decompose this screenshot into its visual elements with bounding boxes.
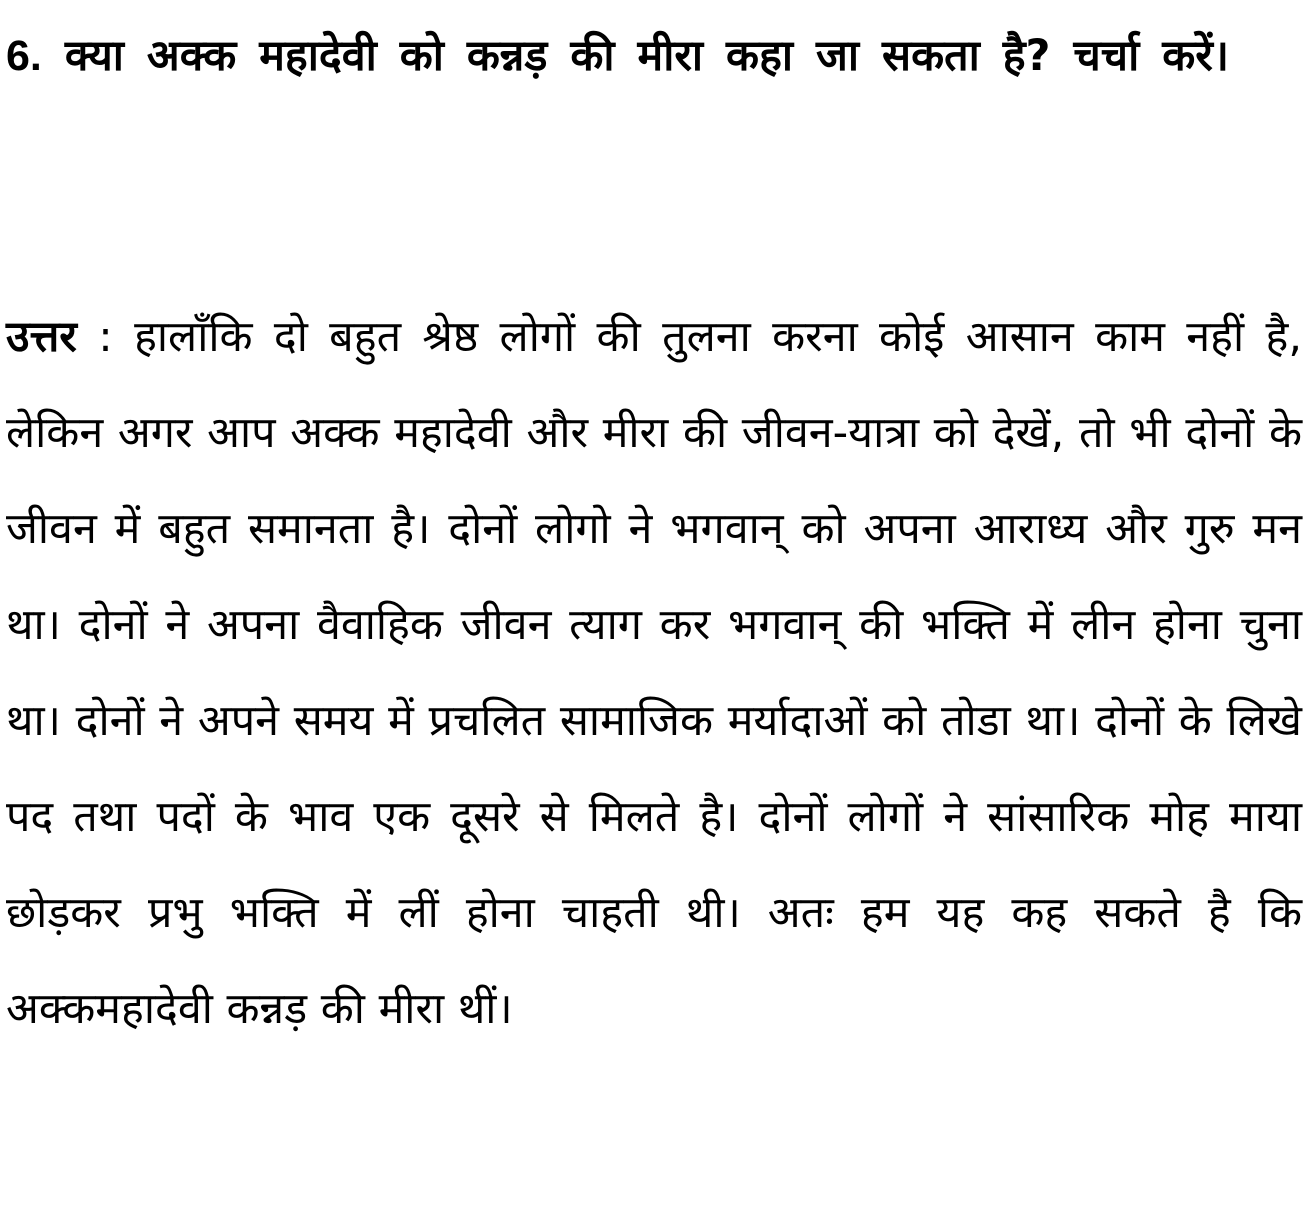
question-text: क्या अक्क महादेवी को कन्नड़ की मीरा कहा जा सकता है? चर्चा करें।	[64, 31, 1230, 81]
answer-separator: :	[76, 312, 135, 362]
document-page	[6, 0, 1302, 1227]
question-number: 6.	[6, 32, 42, 80]
answer-label: उत्तर	[6, 312, 77, 362]
question	[6, 8, 1302, 104]
answer-text: हालाँकि दो बहुत श्रेष्ठ लोगों की तुलना करना कोई आसान काम नहीं है, लेकिन अगर आप अक्क महादेवी और मीरा की जीवन-यात्रा को देखें, तो भी दोनों के जीवन में बहुत समानता है। दोनों लोगो ने भगवान् को अपना आराध्य और गुरु मन था। दोनों ने अपना वैवाहिक जीवन त्याग कर भगवान् की भक्ति में लीन होना चुना था। दोनों ने अपने समय में प्रचलित सामाजिक मर्यादाओं को तोडा था। दोनों के लिखे पद तथा पदों के भाव एक दूसरे से मिलते है। दोनों लोगों ने सांसारिक मोह माया छोड़कर प्रभु भक्ति में लीं होना चाहती थी। अतः हम यह कह सकते है कि अक्कमहादेवी कन्नड़ की मीरा थीं।	[6, 312, 1302, 1034]
answer	[6, 289, 1302, 1057]
